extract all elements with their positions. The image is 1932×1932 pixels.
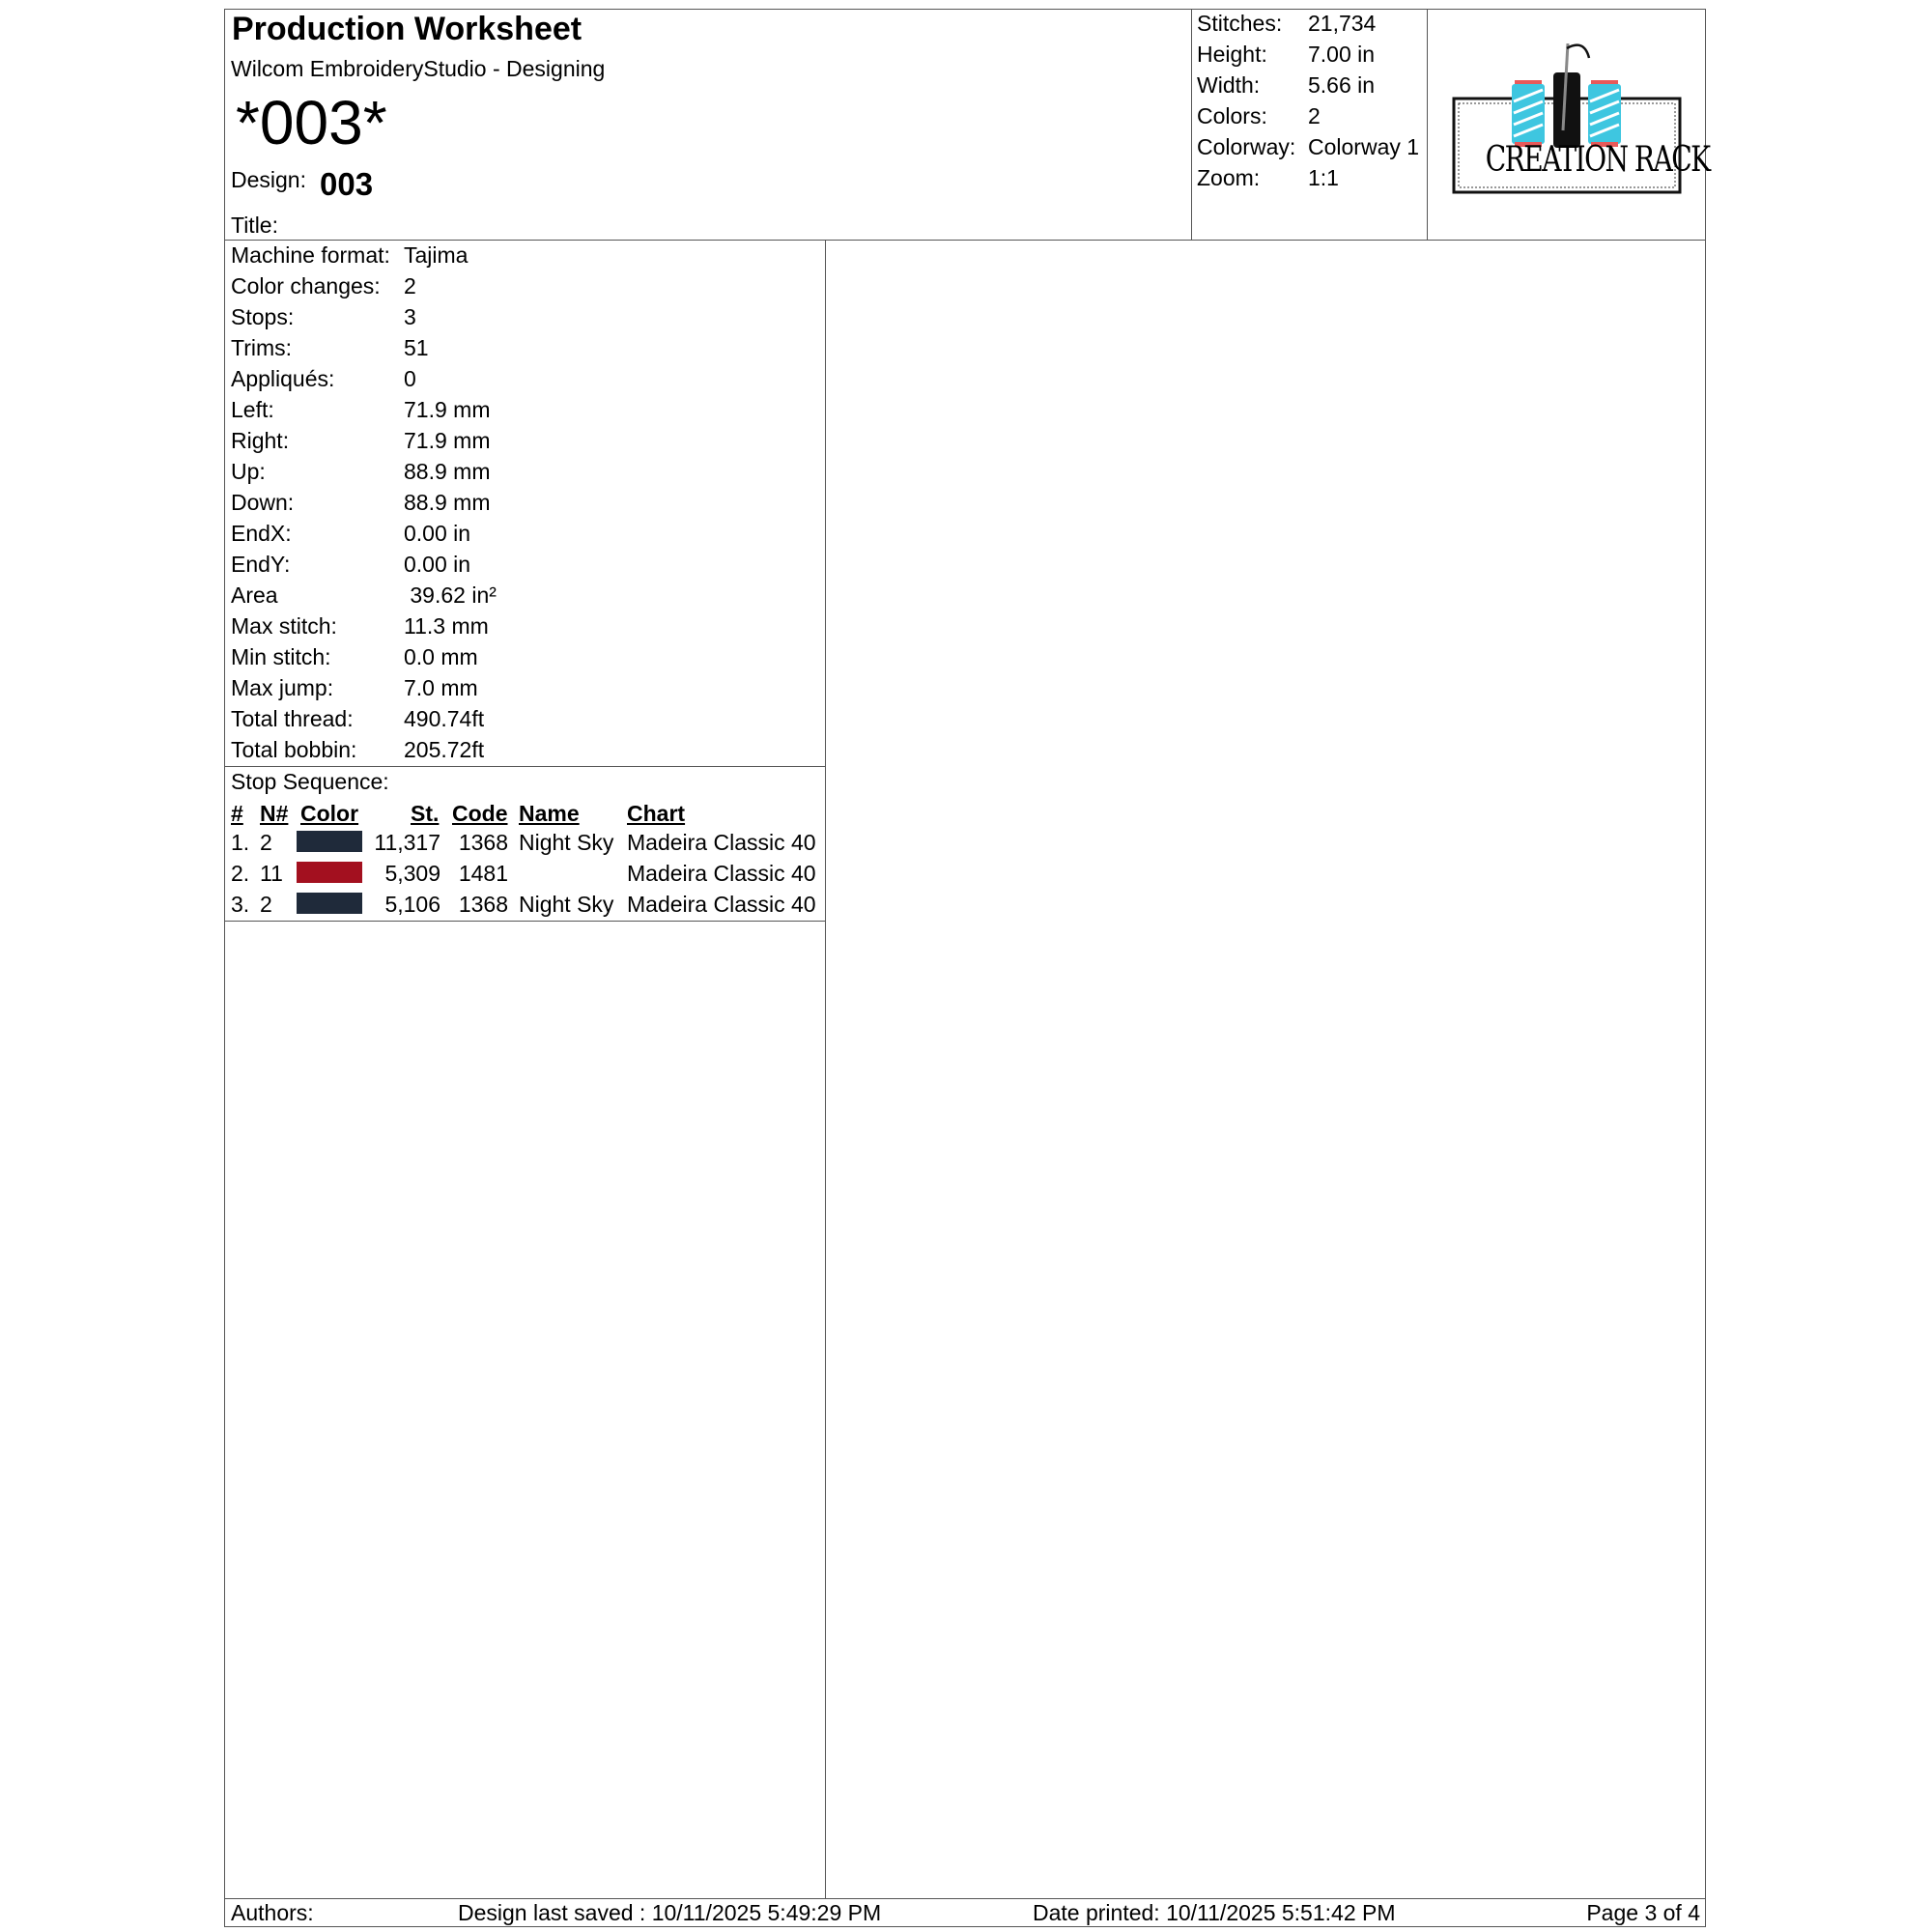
footer-date-printed: Date printed: 10/11/2025 5:51:42 PM — [1033, 1900, 1396, 1925]
spec-label: Up: — [231, 459, 266, 484]
spec-value: 490.74ft — [404, 706, 485, 731]
spec-label: Max jump: — [231, 675, 334, 700]
specs-divider — [224, 766, 825, 767]
spec-row — [231, 490, 810, 517]
stop-needle: 11 — [260, 861, 283, 886]
stop-num: 1. — [231, 830, 250, 855]
spec-row — [231, 459, 810, 486]
spec-row — [231, 366, 810, 393]
spec-value: 71.9 mm — [404, 397, 491, 422]
stop-stitches: 5,309 — [384, 861, 440, 886]
spec-row — [231, 706, 810, 733]
design-label: Design: — [231, 167, 306, 192]
col-header-st: St. — [411, 801, 440, 826]
spec-label: Min stitch: — [231, 644, 331, 669]
spec-label: Trims: — [231, 335, 293, 360]
spec-value: 0.0 mm — [404, 644, 478, 669]
spec-value: 3 — [404, 304, 416, 329]
spec-label: Stops: — [231, 304, 295, 329]
spec-value: 71.9 mm — [404, 428, 491, 453]
stop-name: Night Sky — [519, 892, 614, 917]
summary-value: 2 — [1308, 103, 1321, 128]
header-divider — [224, 240, 1706, 241]
spec-value: 205.72ft — [404, 737, 485, 762]
summary-row — [1197, 103, 1419, 130]
spec-label: Color changes: — [231, 273, 381, 298]
spec-row — [231, 335, 810, 362]
stop-stitches: 5,106 — [384, 892, 440, 917]
spec-row — [231, 613, 810, 640]
logo-left-divider — [1427, 9, 1428, 240]
summary-left-divider — [1191, 9, 1192, 240]
summary-label: Width: — [1197, 72, 1261, 98]
spec-label: EndY: — [231, 552, 291, 577]
footer-last-saved: Design last saved : 10/11/2025 5:49:29 PM — [458, 1900, 882, 1925]
spec-label: EndX: — [231, 521, 292, 546]
spec-row — [231, 304, 810, 331]
title-label: Title: — [231, 213, 278, 238]
column-divider — [825, 240, 826, 1898]
color-swatch — [297, 831, 362, 852]
stop-code: 1368 — [458, 830, 508, 855]
stop-code: 1481 — [458, 861, 508, 886]
spec-row — [231, 644, 810, 671]
stop-code: 1368 — [458, 892, 508, 917]
summary-label: Stitches: — [1197, 11, 1283, 36]
summary-row — [1197, 165, 1419, 192]
design-value: 003 — [320, 166, 374, 202]
summary-value: 5.66 in — [1308, 72, 1376, 98]
spec-value: 0.00 in — [404, 521, 471, 546]
spec-row — [231, 582, 810, 610]
col-header-chart: Chart — [627, 801, 686, 826]
spec-label: Machine format: — [231, 242, 390, 268]
spec-value: 88.9 mm — [404, 459, 491, 484]
spec-row — [231, 242, 810, 270]
footer-page-number: Page 3 of 4 — [1586, 1900, 1700, 1925]
spec-row — [231, 273, 810, 300]
spec-label: Area — [231, 582, 278, 608]
spec-row — [231, 675, 810, 702]
stop-num: 3. — [231, 892, 250, 917]
spec-value: 0.00 in — [404, 552, 471, 577]
spec-row — [231, 521, 810, 548]
spec-label: Max stitch: — [231, 613, 337, 639]
col-header-color: Color — [300, 801, 359, 826]
spec-label: Right: — [231, 428, 290, 453]
col-header-n: N# — [260, 801, 289, 826]
spec-row — [231, 552, 810, 579]
stop-num: 2. — [231, 861, 250, 886]
spec-label: Left: — [231, 397, 274, 422]
summary-row — [1197, 134, 1419, 161]
spec-value: 0 — [404, 366, 416, 391]
stop-chart: Madeira Classic 40 — [627, 861, 816, 886]
summary-label: Colorway: — [1197, 134, 1296, 159]
stop-chart: Madeira Classic 40 — [627, 830, 816, 855]
stop-name: Night Sky — [519, 830, 614, 855]
spec-row — [231, 397, 810, 424]
spec-row — [231, 428, 810, 455]
spec-label: Appliqués: — [231, 366, 335, 391]
spec-value: 39.62 in² — [404, 582, 497, 608]
col-header-name: Name — [519, 801, 580, 826]
stop-sequence-label: Stop Sequence: — [231, 769, 389, 794]
spec-label: Total bobbin: — [231, 737, 357, 762]
spec-value: 51 — [404, 335, 429, 360]
summary-value: 21,734 — [1308, 11, 1377, 36]
page-title: Production Worksheet — [232, 11, 582, 47]
col-header-code: Code — [452, 801, 508, 826]
summary-value: 1:1 — [1308, 165, 1339, 190]
summary-label: Colors: — [1197, 103, 1267, 128]
page-subtitle: Wilcom EmbroideryStudio - Designing — [231, 56, 606, 81]
summary-value: Colorway 1 — [1308, 134, 1420, 159]
spec-value: 2 — [404, 273, 416, 298]
footer-authors: Authors: — [231, 1900, 314, 1925]
logo-text: CREATION RACK — [1485, 140, 1710, 180]
spec-label: Total thread: — [231, 706, 354, 731]
summary-label: Zoom: — [1197, 165, 1261, 190]
summary-row — [1197, 72, 1419, 99]
spec-value: 88.9 mm — [404, 490, 491, 515]
design-code-big: *003* — [236, 88, 387, 157]
color-swatch — [297, 862, 362, 883]
spec-label: Down: — [231, 490, 295, 515]
summary-row — [1197, 11, 1419, 38]
summary-value: 7.00 in — [1308, 42, 1376, 67]
stop-needle: 2 — [260, 830, 272, 855]
spec-value: 7.0 mm — [404, 675, 478, 700]
col-header-num: # — [231, 801, 243, 826]
footer-divider — [224, 1898, 1706, 1899]
creation-rack-logo — [1449, 43, 1710, 198]
spec-row — [231, 737, 810, 764]
stop-stitches: 11,317 — [374, 830, 440, 855]
stop-chart: Madeira Classic 40 — [627, 892, 816, 917]
spec-value: 11.3 mm — [404, 613, 489, 639]
spec-value: Tajima — [404, 242, 469, 268]
stop-needle: 2 — [260, 892, 272, 917]
stop-sequence-divider — [224, 921, 825, 922]
color-swatch — [297, 893, 362, 914]
summary-row — [1197, 42, 1419, 69]
summary-label: Height: — [1197, 42, 1267, 67]
